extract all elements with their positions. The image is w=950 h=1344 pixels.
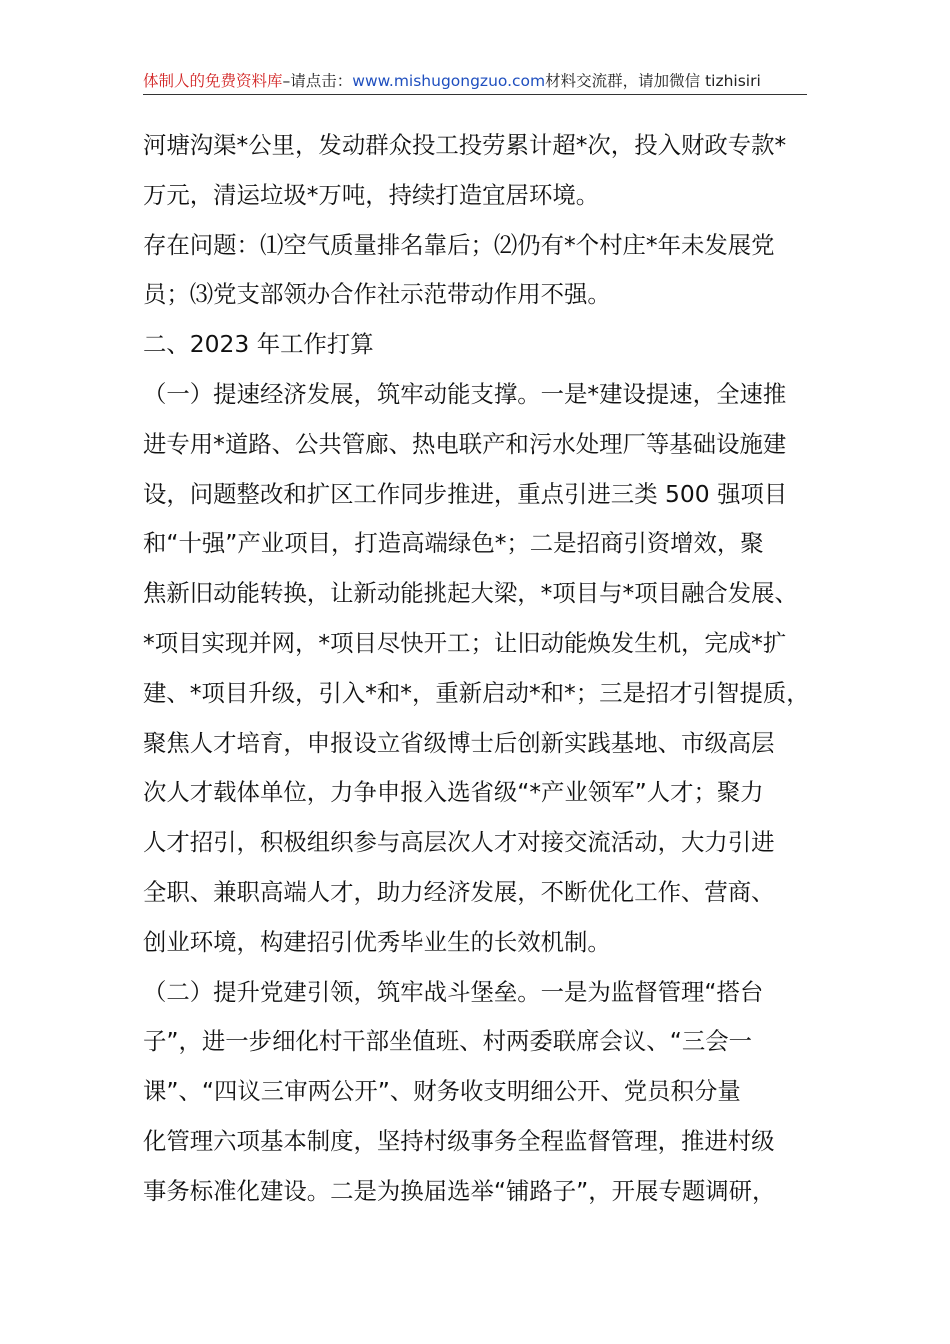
text-line: 人才招引，积极组织参与高层次人才对接交流活动，大力引进	[143, 828, 775, 857]
header-url-link[interactable]: www.mishugongzuo.com	[352, 72, 546, 90]
header-click-prompt: –请点击：	[282, 72, 353, 90]
text-line: 设，问题整改和扩区工作同步推进，重点引进三类 500 强项目	[143, 479, 788, 508]
text-line: 化管理六项基本制度，坚持村级事务全程监督管理，推进村级	[143, 1126, 775, 1155]
text-line: 进专用*道路、公共管廊、热电联产和污水处理厂等基础设施建	[143, 429, 787, 458]
document-body	[143, 121, 815, 1217]
text-line: 事务标准化建设。二是为换届选举“铺路子”，开展专题调研，	[143, 1176, 776, 1205]
subsection-2-line: （二）提升党建引领，筑牢战斗堡垒。一是为监督管理“搭台	[143, 977, 764, 1006]
section-heading: 二、2023 年工作打算	[143, 330, 374, 359]
text-line: 焦新旧动能转换，让新动能挑起大梁，*项目与*项目融合发展、	[143, 579, 798, 608]
text-line: 员；⑶党支部领办合作社示范带动作用不强。	[143, 280, 611, 309]
text-line: 次人才载体单位，力争申报入选省级“*产业领军”人才；聚力	[143, 778, 764, 807]
text-line: 万元，清运垃圾*万吨，持续打造宜居环境。	[143, 180, 600, 209]
page-header	[143, 68, 807, 95]
text-line: 创业环境，构建招引优秀毕业生的长效机制。	[143, 927, 611, 956]
text-line: *项目实现并网，*项目尽快开工；让旧动能焕发生机，完成*扩	[143, 628, 787, 657]
problems-line: 存在问题：⑴空气质量排名靠后；⑵仍有*个村庄*年未发展党	[143, 230, 775, 259]
text-line: 全职、兼职高端人才，助力经济发展，不断优化工作、营商、	[143, 877, 775, 906]
header-note: 材料交流群，请加微信 tizhisiri	[545, 72, 761, 90]
text-line: 建、*项目升级，引入*和*，重新启动*和*；三是招才引智提质，	[143, 678, 810, 707]
header-brand: 体制人的免费资料库	[143, 72, 283, 90]
text-line: 和“十强”产业项目，打造高端绿色*；二是招商引资增效，聚	[143, 529, 764, 558]
text-line: 河塘沟渠*公里，发动群众投工投劳累计超*次，投入财政专款*	[143, 131, 787, 159]
subsection-1-line: （一）提速经济发展，筑牢动能支撑。一是*建设提速，全速推	[143, 379, 787, 408]
text-line: 子”，进一步细化村干部坐值班、村两委联席会议、“三会一	[143, 1027, 752, 1056]
text-line: 聚焦人才培育，申报设立省级博士后创新实践基地、市级高层	[143, 728, 775, 757]
text-line: 课”、“四议三审两公开”、财务收支明细公开、党员积分量	[143, 1077, 741, 1106]
